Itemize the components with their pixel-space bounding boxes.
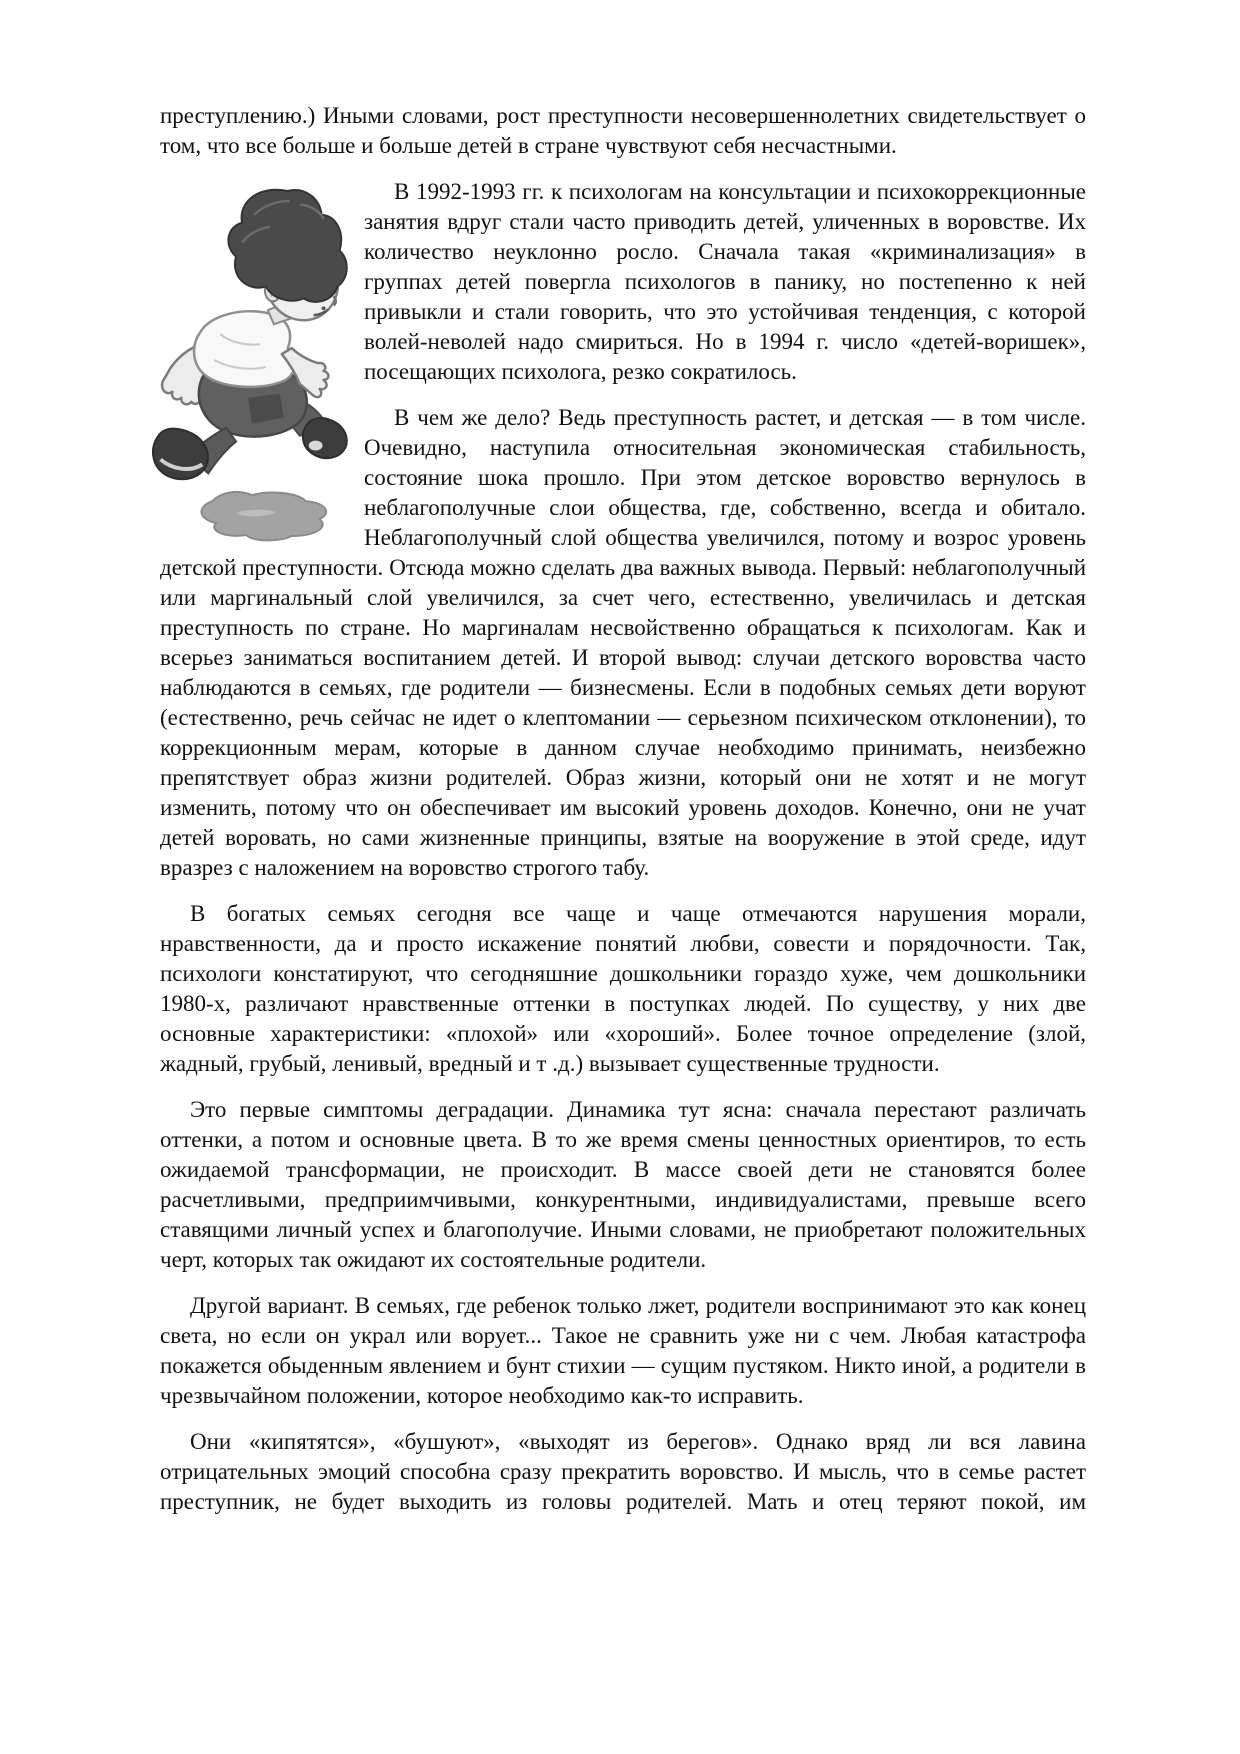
running-boy-illustration: [150, 185, 350, 543]
paragraph-2: В 1992-1993 гг. к психологам на консультации и психокоррекционные занятия вдруг стали часто приводить детей, уличенных в воровстве. Их количество неуклонно росло. Сначала такая «криминализация» в группах детей повергла психологов в панику, но постепенно к ней привыкли и стали говорить, что это устойчивая тенденция, с которой волей-неволей надо смириться. Но в 1994 г. число «детей-воришек», посещающих психолога, резко сократилось.: [364, 179, 1086, 384]
paragraph-5: Это первые симптомы деградации. Динамика тут ясна: сначала перестают различать оттенки, а потом и основные цвета. В то же время смены ценностных ориентиров, то есть ожидаемой трансформации, не происходит. В массе своей дети не становятся более расчетливыми, предприимчивыми, конкурентными, индивидуалистами, превыше всего ставящими личный успех и благополучие. Иными словами, не приобретают положительных черт, которых так ожидают их состоятельные родители.: [160, 1097, 1086, 1272]
paragraph-1: преступлению.) Иными словами, рост преступности несовершеннолетних свидетельствует о том, что все больше и больше детей в стране чувствуют себя несчастными.: [160, 103, 1086, 158]
running-boy-icon: [150, 185, 350, 543]
paragraph-4: В богатых семьях сегодня все чаще и чаще отмечаются нарушения морали, нравственности, да и просто искажение понятий любви, совести и порядочности. Так, психологи констатируют, что сегодняшние дошкольники гораздо хуже, чем дошкольники 1980-х, различают нравственные оттенки в поступках людей. По существу, у них две основные характеристики: «плохой» или «хороший». Более точное определение (злой, жадный, грубый, ленивый, вредный и т .д.) вызывает существенные трудности.: [160, 901, 1086, 1076]
paragraph-6: Другой вариант. В семьях, где ребенок только лжет, родители воспринимают это как конец света, но если он украл или ворует... Такое не сравнить уже ни с чем. Любая катастрофа покажется обыденным явлением и бунт стихии — сущим пустяком. Никто иной, а родители в чрезвычайном положении, которое необходимо как-то исправить.: [160, 1293, 1086, 1408]
document-page: [160, 101, 1086, 1533]
paragraph-7: Они «кипятятся», «бушуют», «выходят из берегов». Однако вряд ли вся лавина отрицательных эмоций способна сразу прекратить воровство. И мысль, что в семье растет преступник, не будет выходить из головы родителей. Мать и отец теряют покой, им: [160, 1429, 1086, 1514]
paragraph-3: В чем же дело? Ведь преступность растет, и детская — в том числе. Очевидно, наступила относительная экономическая стабильность, состояние шока прошло. При этом детское воровство вернулось в неблагополучные слои общества, где, собственно, всегда и обитало. Неблагополучный слой общества увеличился, потому и возрос уровень детской преступности. Отсюда можно сделать два важных вывода. Первый: неблагополучный или маргинальный слой увеличился, за счет чего, естественно, увеличилась и детская преступность по стране. Но маргиналам несвойственно обращаться к психологам. Как и всерьез заниматься воспитанием детей. И второй вывод: случаи детского воровства часто наблюдаются в семьях, где родители — бизнесмены. Если в подобных семьях дети воруют (естественно, речь сейчас не идет о клептомании — серьезном психическом отклонении), то коррекционным мерам, которые в данном случае необходимо принимать, неизбежно препятствует образ жизни родителей. Образ жизни, который они не хотят и не могут изменить, потому что он обеспечивает им высокий уровень доходов. Конечно, они не учат детей воровать, но сами жизненные принципы, взятые на вооружение в этой среде, идут вразрез с наложением на воровство строгого табу.: [160, 405, 1086, 880]
